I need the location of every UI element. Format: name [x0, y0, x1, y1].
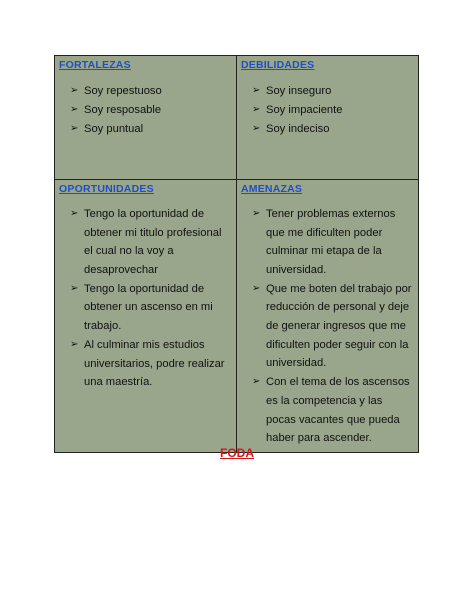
- list-item: [241, 280, 414, 373]
- list-item-text: Soy repestuoso: [84, 85, 162, 97]
- oportunidades-cell: [55, 180, 237, 453]
- debilidades-title: DEBILIDADES: [241, 59, 315, 71]
- table-row: [55, 56, 419, 180]
- debilidades-list: [241, 82, 414, 139]
- arrow-bullet-icon: ➢: [252, 208, 261, 219]
- foda-table: [54, 55, 419, 453]
- arrow-bullet-icon: ➢: [252, 282, 261, 294]
- list-item-text: Soy inseguro: [266, 85, 332, 97]
- list-item-text: Que me boten del trabajo por reducción de personal y deje de generar ingresos que me dificulten poder seguir con la universidad.: [266, 282, 412, 370]
- list-item: [241, 101, 414, 120]
- fortalezas-list: [59, 82, 232, 139]
- arrow-bullet-icon: ➢: [252, 104, 261, 116]
- arrow-bullet-icon: ➢: [70, 123, 79, 135]
- list-item: [241, 82, 414, 101]
- debilidades-cell: [237, 56, 419, 180]
- fortalezas-cell: [55, 56, 237, 180]
- list-item: [241, 120, 414, 139]
- list-item: [59, 336, 232, 392]
- list-item-text: Soy resposable: [84, 104, 162, 117]
- list-item-text: Al culminar mis estudios universitarios, podre realizar una maestría.: [84, 339, 225, 389]
- arrow-bullet-icon: ➢: [70, 104, 79, 116]
- arrow-bullet-icon: ➢: [252, 85, 261, 96]
- arrow-bullet-icon: ➢: [70, 208, 79, 219]
- oportunidades-list: [59, 205, 232, 392]
- amenazas-title: AMENAZAS: [241, 183, 303, 195]
- foda-label: FODA: [220, 446, 254, 460]
- table-row: [55, 180, 419, 453]
- arrow-bullet-icon: ➢: [252, 376, 261, 388]
- list-item: [59, 101, 232, 120]
- list-item-text: Soy impaciente: [266, 104, 343, 117]
- arrow-bullet-icon: ➢: [70, 282, 79, 294]
- oportunidades-title: OPORTUNIDADES: [59, 183, 154, 195]
- list-item: [59, 82, 232, 101]
- amenazas-list: [241, 205, 414, 448]
- list-item-text: Tener problemas externos que me dificulten poder culminar mi etapa de la universidad.: [266, 208, 396, 276]
- list-item: [241, 205, 414, 279]
- list-item-text: Tengo la oportunidad de obtener mi titulo profesional el cual no la voy a desaprovechar: [84, 208, 222, 276]
- list-item: [59, 120, 232, 139]
- arrow-bullet-icon: ➢: [70, 85, 79, 96]
- arrow-bullet-icon: ➢: [70, 339, 79, 351]
- list-item-text: Soy puntual: [84, 123, 144, 136]
- list-item-text: Con el tema de los ascensos es la competencia y las pocas vacantes que pueda haber para ascender.: [266, 376, 410, 445]
- list-item-text: Tengo la oportunidad de obtener un ascenso en mi trabajo.: [84, 282, 213, 333]
- list-item: [59, 205, 232, 279]
- list-item: [241, 373, 414, 447]
- list-item-text: Soy indeciso: [266, 123, 330, 136]
- amenazas-cell: [237, 180, 419, 453]
- list-item: [59, 280, 232, 336]
- arrow-bullet-icon: ➢: [252, 123, 261, 135]
- fortalezas-title: FORTALEZAS: [59, 59, 131, 71]
